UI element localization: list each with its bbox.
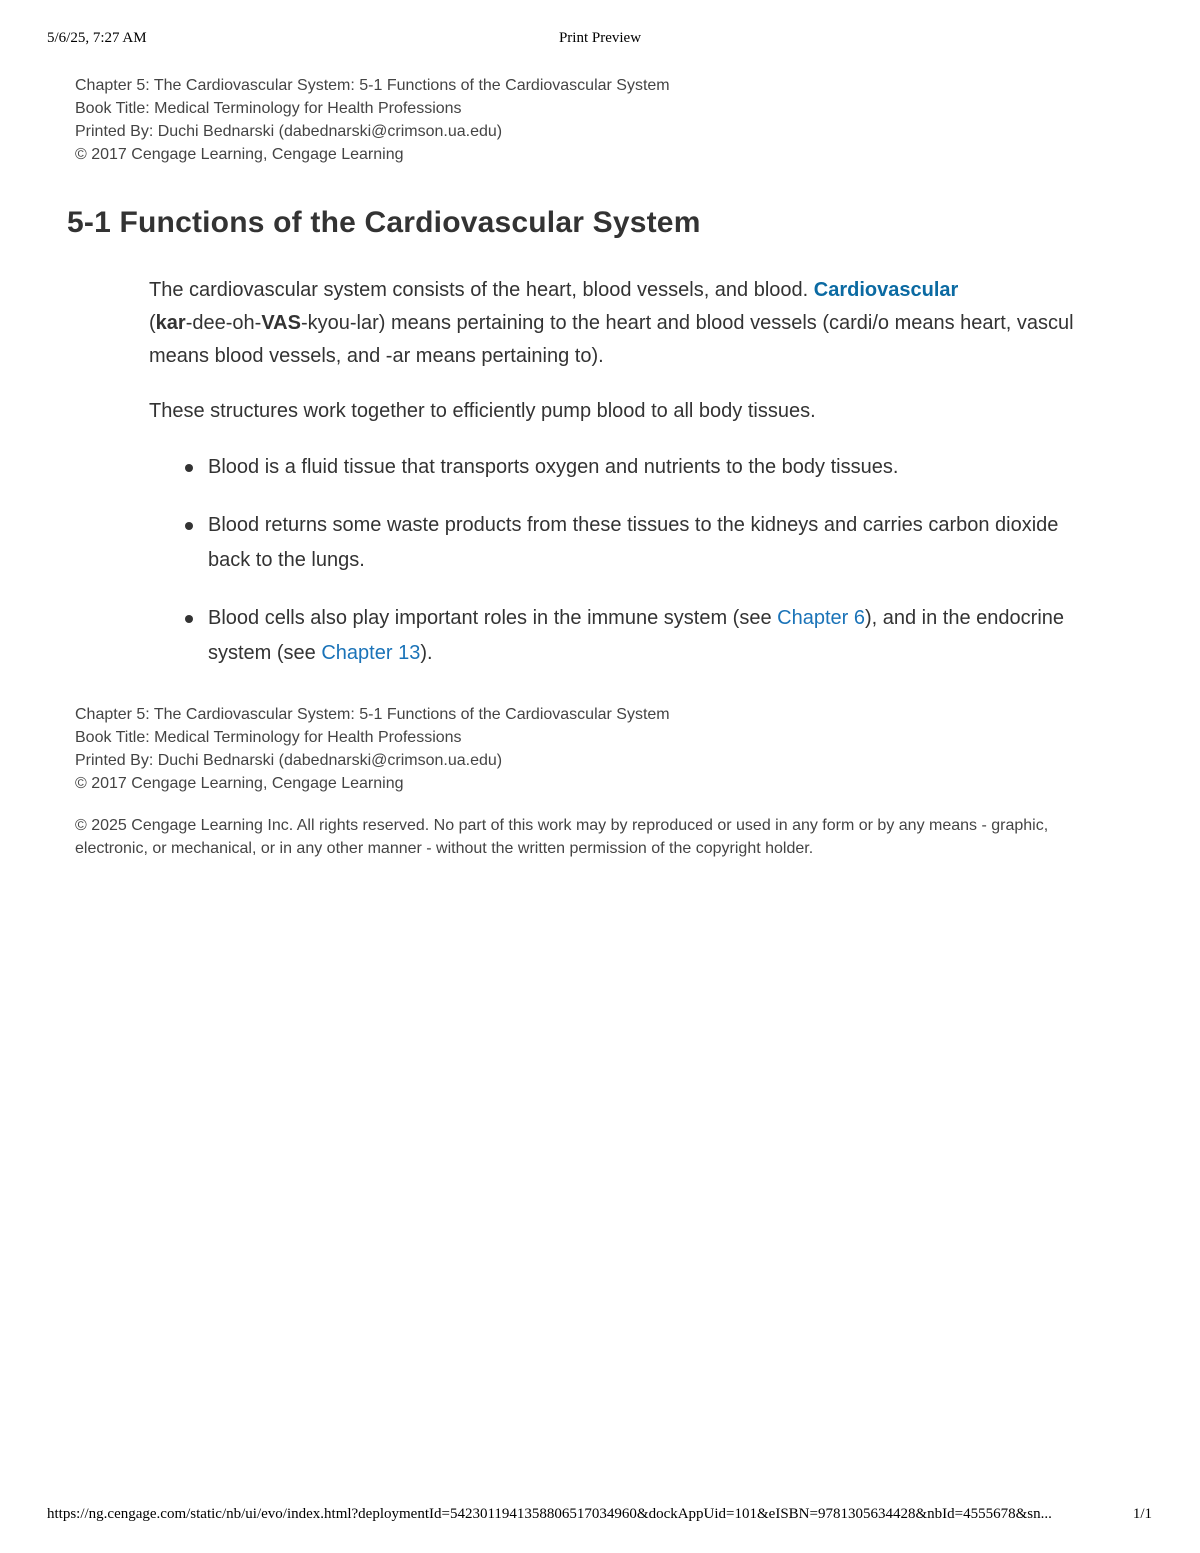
meta-block-bottom bbox=[75, 703, 670, 795]
bullet3-text-a: Blood cells also play important roles in the immune system (see bbox=[208, 607, 778, 629]
print-url: https://ng.cengage.com/static/nb/ui/evo/index.html?deploymentId=5423011941358806517034960&dockAppUid=101&eISBN=9781305634428&nbId=4555678&sn... bbox=[47, 1506, 1052, 1522]
term-cardiovascular[interactable]: Cardiovascular bbox=[813, 279, 959, 301]
pron-open-paren: ( bbox=[149, 312, 156, 334]
definition-text: -kyou-lar) means pertaining to the heart and blood vessels (cardi/o means heart, vascul means blood vessels, and -ar means pertaining to). bbox=[149, 312, 1074, 367]
print-footer bbox=[0, 1506, 1200, 1526]
bullet3-text-c: ). bbox=[420, 642, 433, 664]
pron-mid: -dee-oh- bbox=[185, 312, 262, 334]
print-header bbox=[0, 30, 1200, 50]
meta-block-top bbox=[75, 74, 670, 166]
section-content bbox=[149, 274, 1079, 694]
page-number: 1/1 bbox=[1132, 1506, 1152, 1522]
chapter-6-link[interactable]: Chapter 6 bbox=[777, 607, 865, 629]
bullet3-text-b: ), and in the endocrine system (see bbox=[208, 607, 1065, 664]
bullet-list bbox=[149, 450, 1079, 671]
print-title: Print Preview bbox=[558, 30, 642, 46]
meta-copyright: © 2017 Cengage Learning, Cengage Learning bbox=[75, 775, 404, 792]
chapter-13-link[interactable]: Chapter 13 bbox=[321, 642, 421, 664]
list-item: Blood is a fluid tissue that transports oxygen and nutrients to the body tissues. bbox=[208, 450, 1079, 485]
meta-copyright: © 2017 Cengage Learning, Cengage Learning bbox=[75, 146, 404, 163]
list-item bbox=[208, 601, 1079, 671]
intro-text: The cardiovascular system consists of the heart, blood vessels, and blood. bbox=[149, 279, 814, 301]
rights-notice: © 2025 Cengage Learning Inc. All rights reserved. No part of this work may by reproduced or used in any form or by any means - graphic, electronic, or mechanical, or in any other manner - without the written permission of the copyright holder. bbox=[75, 817, 1049, 857]
pron-stress-2: VAS bbox=[261, 312, 301, 334]
paragraph-intro bbox=[149, 274, 1079, 373]
meta-book-title: Book Title: Medical Terminology for Health Professions bbox=[75, 729, 462, 746]
meta-printed-by: Printed By: Duchi Bednarski (dabednarski@crimson.ua.edu) bbox=[75, 123, 503, 140]
pron-stress-1: kar bbox=[155, 312, 186, 334]
meta-printed-by: Printed By: Duchi Bednarski (dabednarski@crimson.ua.edu) bbox=[75, 752, 503, 769]
page-title: 5-1 Functions of the Cardiovascular System bbox=[67, 206, 701, 239]
paragraph-structures: These structures work together to efficiently pump blood to all body tissues. bbox=[149, 400, 816, 422]
meta-chapter: Chapter 5: The Cardiovascular System: 5-1 Functions of the Cardiovascular System bbox=[75, 706, 670, 723]
print-datetime: 5/6/25, 7:27 AM bbox=[47, 30, 147, 46]
meta-chapter: Chapter 5: The Cardiovascular System: 5-1 Functions of the Cardiovascular System bbox=[75, 77, 670, 94]
list-item: Blood returns some waste products from these tissues to the kidneys and carries carbon dioxide back to the lungs. bbox=[208, 508, 1079, 578]
meta-book-title: Book Title: Medical Terminology for Health Professions bbox=[75, 100, 462, 117]
